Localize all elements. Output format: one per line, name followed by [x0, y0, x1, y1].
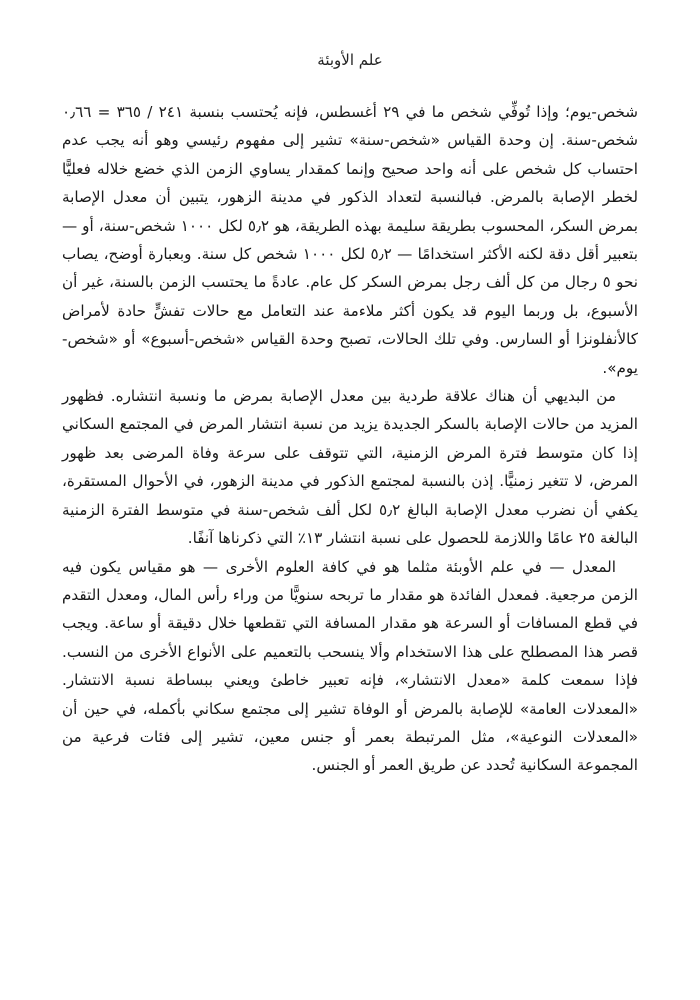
running-header: علم الأوبئة [317, 51, 383, 69]
body-text [62, 98, 638, 780]
paragraph-3: المعدل — في علم الأوبئة مثلما هو في كافة العلوم الأخرى — هو مقياس يكون فيه الزمن مرجعية. فمعدل الفائدة هو مقدار ما تربحه سنويًّا من وراء رأس المال، ومعدل التقدم في قطع المسافات أو السرعة هو مقدار المسافة التي تقطعها خلال دقيقة أو ساعة. ويجب قصر هذا المصطلح على هذا الاستخدام وألا ينسحب بالتعميم على الأنواع الأخرى من النسب. فإذا سمعت كلمة «معدل الانتشار»، فإنه تعبير خاطئ ويعني ببساطة نسبة الانتشار. «المعدلات العامة» للإصابة بالمرض أو الوفاة تشير إلى مجتمع سكاني بأكمله، في حين أن «المعدلات النوعية»، مثل المرتبطة بعمر أو جنس معين، تشير إلى فئات فرعية من المجموعة السكانية تُحدد عن طريق العمر أو الجنس. [62, 557, 638, 775]
paragraph-2: من البديهي أن هناك علاقة طردية بين معدل الإصابة بمرض ما ونسبة انتشاره. فظهور المزيد من حالات الإصابة بالسكر الجديدة يزيد من نسبة انتشار المرض في المجتمع السكاني إذا كان متوسط فترة المرض الزمنية، التي تتوقف على سرعة وفاة المرضى بعد ظهور المرض، لا تتغير زمنيًّا. إذن بالنسبة لمجتمع الذكور في مدينة الزهور، في الأحوال المستقرة، يكفي أن نضرب معدل الإصابة البالغ ٥٫٢ لكل ألف شخص-سنة في متوسط الفترة الزمنية البالغة ٢٥ عامًا واللازمة للحصول على نسبة انتشار ١٣٪ التي ذكرناها آنفًا. [62, 387, 638, 548]
paragraph-1: شخص-يوم؛ وإذا تُوفِّي شخص ما في ٢٩ أغسطس، فإنه يُحتسب بنسبة ٢٤١ / ٣٦٥ = ٠٫٦٦ شخص-سنة. إن وحدة القياس «شخص-سنة» تشير إلى مفهوم رئيسي وهو أنه يجب عدم احتساب كل شخص على أنه واحد صحيح وإنما كمقدار يساوي الزمن الذي خضع خلاله فعليًّا لخطر الإصابة بالمرض. فبالنسبة لتعداد الذكور في مدينة الزهور، يتبين أن معدل الإصابة بمرض السكر، المحسوب بطريقة سليمة بهذه الطريقة، هو ٥٫٢ لكل ١٠٠٠ شخص-سنة، أو — بتعبير أقل دقة لكنه الأكثر استخدامًا — ٥٫٢ لكل ١٠٠٠ شخص كل سنة. وبعبارة أوضح، يصاب نحو ٥ رجال من كل ألف رجل بمرض السكر كل عام. عادةً ما يحتسب الزمن بالسنة، غير أن الأسبوع، بل وربما اليوم قد يكون أكثر ملاءمة عند التعامل مع حالات تفشٍّ حادة لأمراض كالأنفلونزا أو السارس. وفي تلك الحالات، تصبح وحدة القياس «شخص-أسبوع» أو «شخص-يوم». [62, 103, 638, 377]
